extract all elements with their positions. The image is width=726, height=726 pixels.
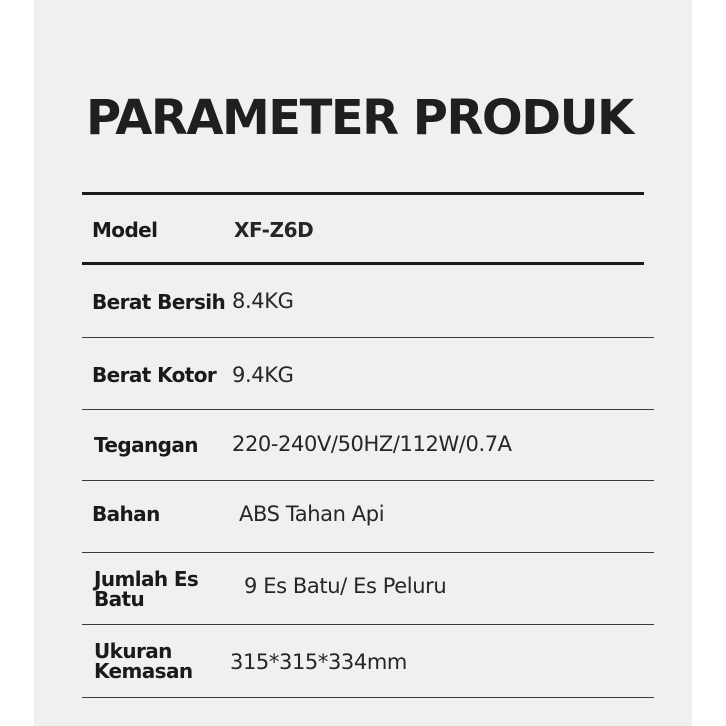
page-title: PARAMETER PRODUK [86, 90, 633, 146]
header-divider-rule [82, 262, 644, 265]
row-divider [82, 697, 654, 698]
spec-label [94, 641, 224, 681]
spec-sheet [34, 0, 692, 726]
spec-value: 8.4KG [232, 289, 294, 313]
spec-label: Bahan [92, 502, 160, 526]
spec-label: Berat Kotor [92, 363, 217, 387]
spec-row-jumlah-es-batu [82, 553, 654, 624]
spec-label: Berat Bersih [92, 290, 226, 314]
spec-value: ABS Tahan Api [239, 502, 385, 526]
spec-label [94, 569, 224, 609]
spec-label-line1: Ukuran [94, 639, 172, 663]
spec-row-model [82, 196, 654, 262]
spec-value: 315*315*334mm [230, 650, 407, 674]
spec-row-bahan [82, 481, 654, 551]
spec-row-ukuran-kemasan [82, 625, 654, 697]
table-top-rule [82, 192, 644, 195]
spec-value: 9.4KG [232, 363, 294, 387]
spec-row-tegangan [82, 410, 654, 480]
spec-value: 220-240V/50HZ/112W/0.7A [232, 432, 512, 456]
spec-label-line2: Batu [94, 587, 145, 611]
spec-row-berat-kotor [82, 338, 654, 409]
spec-value: XF-Z6D [234, 218, 314, 242]
spec-row-berat-bersih [82, 266, 654, 336]
spec-label-line2: Kemasan [94, 659, 193, 683]
spec-label: Tegangan [94, 433, 198, 457]
spec-label: Model [92, 218, 158, 242]
spec-label-line1: Jumlah Es [94, 567, 199, 591]
spec-value: 9 Es Batu/ Es Peluru [244, 574, 447, 598]
